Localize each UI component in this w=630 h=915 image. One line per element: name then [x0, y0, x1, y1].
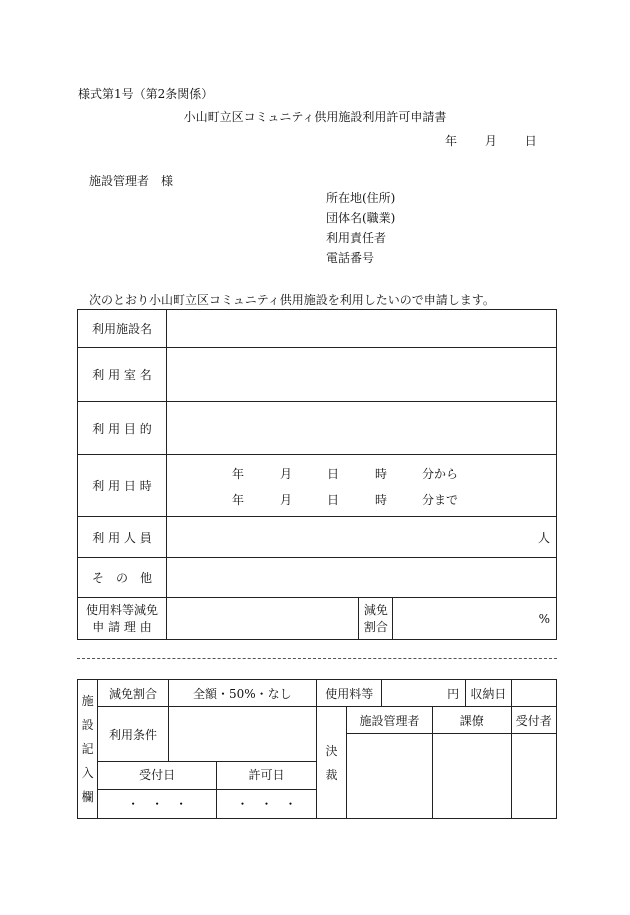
- from-hour: 時: [375, 466, 388, 481]
- section-chief-label: 課僚: [432, 707, 511, 734]
- date-month: 月: [484, 134, 497, 148]
- receiver-label: 受付者: [511, 707, 556, 734]
- from-day: 日: [327, 466, 340, 481]
- from-year: 年: [232, 466, 245, 481]
- to-day: 日: [327, 492, 340, 507]
- other-field[interactable]: [167, 558, 557, 598]
- received-date-field[interactable]: ・ ・ ・: [127, 797, 188, 811]
- purpose-label: 利 用 目 的: [78, 402, 167, 455]
- receipt-date-field[interactable]: [511, 680, 556, 707]
- office-reduction-ratio-label: 減免割合: [98, 680, 169, 707]
- to-minute: 分まで: [422, 492, 459, 507]
- manager-stamp-field[interactable]: [347, 734, 433, 819]
- conditions-field[interactable]: [168, 707, 316, 762]
- office-use-table: [77, 679, 557, 819]
- decision-label: 決 裁: [316, 707, 346, 819]
- facility-name-field[interactable]: [167, 310, 557, 348]
- date-year: 年: [445, 134, 458, 148]
- room-name-field[interactable]: [167, 348, 557, 402]
- reduction-reason-line2: 申 請 理 由: [92, 619, 152, 634]
- date-line: [445, 132, 537, 149]
- people-field[interactable]: [167, 517, 557, 558]
- applicant-block: [326, 188, 395, 268]
- facility-name-label: 利用施設名: [78, 310, 167, 348]
- intro-text: 次のとおり小山町立区コミュニティ供用施設を利用したいので申請します。: [89, 293, 495, 307]
- reduction-reason-field[interactable]: [167, 598, 359, 640]
- fee-field[interactable]: [382, 680, 466, 707]
- applicant-person-label: 利用責任者: [326, 231, 387, 245]
- receipt-date-label: 収納日: [466, 680, 511, 707]
- datetime-label: 利 用 日 時: [78, 455, 167, 517]
- yen-unit: 円: [447, 686, 460, 701]
- application-table: [77, 309, 557, 640]
- page-title: 小山町立区コミュニティ供用施設利用許可申請書: [183, 110, 447, 124]
- applicant-phone-label: 電話番号: [326, 251, 375, 265]
- conditions-label: 利用条件: [98, 707, 169, 762]
- addressee: 施設管理者 様: [89, 174, 174, 188]
- office-use-column-label: 施 設 記 入 欄: [78, 680, 98, 819]
- fee-label: 使用料等: [316, 680, 382, 707]
- to-hour: 時: [375, 492, 388, 507]
- reduction-ratio-label: [359, 598, 393, 640]
- datetime-from-line: [167, 460, 556, 486]
- manager-label: 施設管理者: [347, 707, 433, 734]
- ratio-options[interactable]: 全額・50%・なし: [168, 680, 316, 707]
- reduction-reason-label: [78, 598, 167, 640]
- other-label: そ の 他: [78, 558, 167, 598]
- section-chief-stamp-field[interactable]: [432, 734, 511, 819]
- purpose-field[interactable]: [167, 402, 557, 455]
- reduction-ratio-field[interactable]: [393, 598, 557, 640]
- permit-date-cell: [217, 762, 317, 819]
- percent-unit: %: [538, 611, 550, 626]
- applicant-address-label: 所在地(住所): [326, 191, 396, 205]
- from-minute: 分から: [422, 466, 459, 481]
- reduction-ratio-line1: 減免: [363, 602, 388, 617]
- received-date-label: 受付日: [98, 762, 216, 790]
- datetime-to-line: [167, 486, 556, 512]
- datetime-field[interactable]: [167, 455, 557, 517]
- people-unit: 人: [537, 530, 550, 545]
- room-name-label: 利 用 室 名: [78, 348, 167, 402]
- permit-date-label: 許可日: [217, 762, 316, 790]
- cut-line-divider: [77, 658, 557, 659]
- reduction-reason-line1: 使用料等減免: [86, 602, 159, 617]
- to-year: 年: [232, 492, 245, 507]
- date-day: 日: [524, 134, 537, 148]
- received-date-cell: [98, 762, 217, 819]
- form-number: 様式第1号（第2条関係）: [78, 87, 214, 101]
- receiver-stamp-field[interactable]: [511, 734, 556, 819]
- reduction-ratio-line2: 割合: [363, 619, 388, 634]
- applicant-org-label: 団体名(職業): [326, 211, 396, 225]
- permit-date-field[interactable]: ・ ・ ・: [236, 797, 297, 811]
- people-label: 利 用 人 員: [78, 517, 167, 558]
- from-month: 月: [280, 466, 293, 481]
- to-month: 月: [280, 492, 293, 507]
